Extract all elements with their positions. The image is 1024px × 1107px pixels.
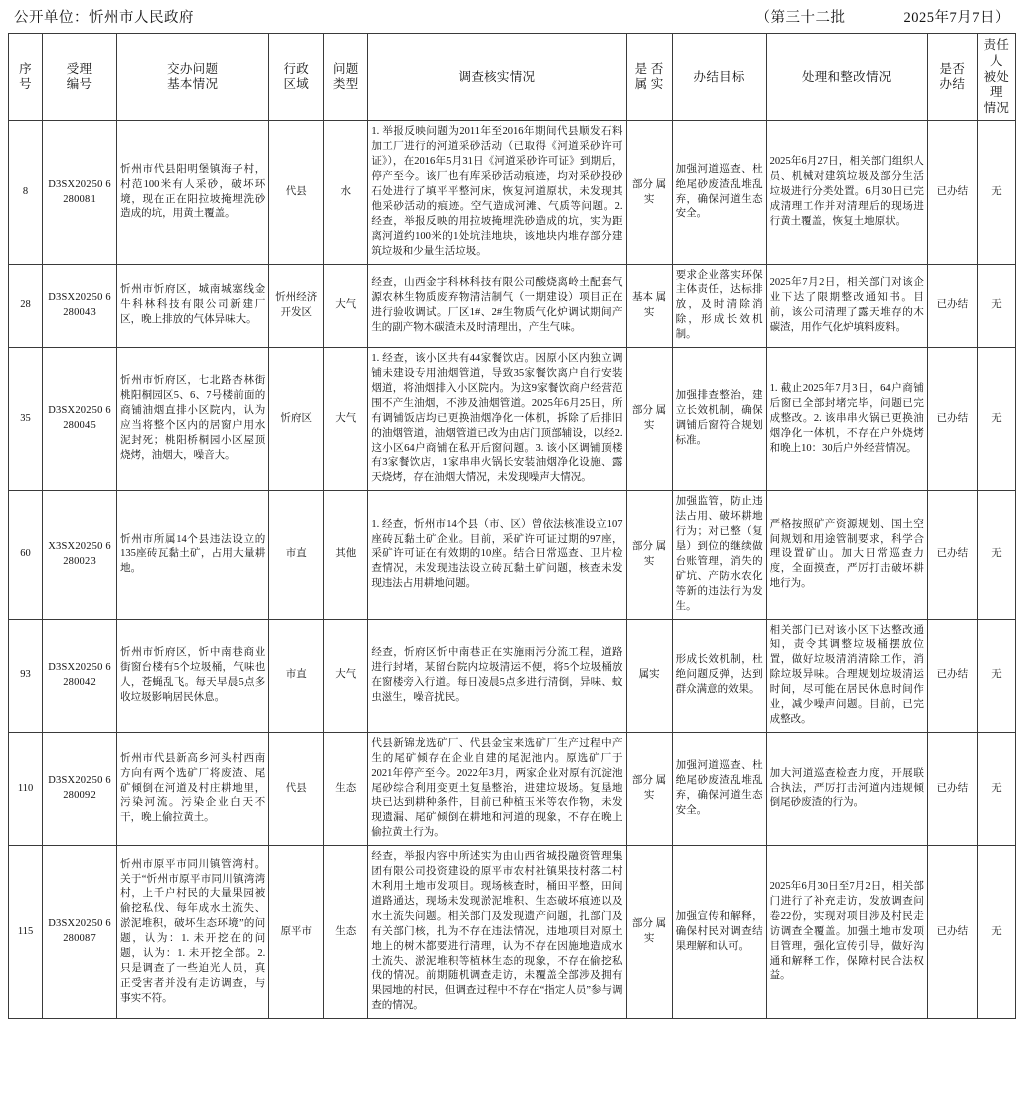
col-goal: 办结目标	[672, 34, 766, 121]
cell-investigation: 1. 经查，该小区共有44家餐饮店。因原小区内独立调铺未建设专用油烟管道，导致35家餐饮离户自行安装烟道，将油烟排入小区院内。为这9家餐饮商户经营范围不产生油烟，不涉及油烟管道。2025年6月25日，所有调铺饭店均已更换油烟净化一体机，拆除了后排旧的油烟管道，油烟管道已改为由店门顶部辅设，以经2. 这小区64户商铺在私开后窗问题。3. 该小区调铺顶楼有3家餐饮店，1家串串火锅长安装油烟净化设施、露天烧烤，存在油烟大情况，未发现噪声大情况。	[368, 348, 626, 491]
cell-is-done: 已办结	[927, 619, 977, 732]
cell-investigation: 经查，忻府区忻中南巷正在实施雨污分流工程，道路进行封堵，某留台院内垃圾清运不便，将5个垃圾桶放在窗楼旁入行道。每日凌晨5点多进行清倒，异味、蚊虫滋生，噪音扰民。	[368, 619, 626, 732]
cell-responsible: 无	[977, 619, 1015, 732]
cell-case-id: D3SX20250 6280087	[43, 846, 117, 1019]
cell-region: 市直	[269, 619, 324, 732]
header-meta	[756, 8, 1011, 28]
table-row	[9, 491, 1016, 619]
cell-goal: 加强河道巡查、杜绝尾砂废渣乱堆乱弃，确保河道生态安全。	[672, 121, 766, 264]
col-case-id: 受理 编号	[43, 34, 117, 121]
cell-problem-type: 大气	[324, 264, 368, 348]
cell-is-done: 已办结	[927, 846, 977, 1019]
cell-problem-type: 其他	[324, 491, 368, 619]
cell-investigation: 经查，山西金宇科林科技有限公司酸烧离岭土配套气源农林生物质废弃物清洁制气（一期建设）项目正在进行验收调试。厂区1#、2#生物质气化炉调试期间产生的副产物木碳渣未及时清理出，产生气味。	[368, 264, 626, 348]
cell-is-true: 属实	[626, 619, 672, 732]
cell-is-done: 已办结	[927, 121, 977, 264]
cell-is-done: 已办结	[927, 732, 977, 845]
cell-basic-info: 忻州市忻府区，忻中南巷商业街窗台楼有5个垃圾桶，气味也人，苍蝇乱飞。每天早晨5点多收垃圾影响居民休息。	[117, 619, 269, 732]
col-handling: 处理和整改情况	[766, 34, 927, 121]
cell-handling: 加大河道巡查检查力度，开展联合执法，严厉打击河道内违规倾倒尾砂废渣的行为。	[766, 732, 927, 845]
cell-case-id: D3SX20250 6280042	[43, 619, 117, 732]
table-row	[9, 348, 1016, 491]
cell-basic-info: 忻州市忻府区，七北路杏林街桃阳桐园区5、6、7号楼前面的商铺油烟直排小区院内，认为应当将整个区内的居窗户用水泥封死；桃阳桥桐园小区屋顶烧烤，油烟大，噪音大。	[117, 348, 269, 491]
cell-seq: 110	[9, 732, 43, 845]
cell-seq: 8	[9, 121, 43, 264]
document-header	[8, 6, 1016, 33]
cell-region: 代县	[269, 121, 324, 264]
publish-date: 2025年7月7日）	[903, 10, 1010, 26]
cell-case-id: D3SX20250 6280081	[43, 121, 117, 264]
cell-case-id: D3SX20250 6280045	[43, 348, 117, 491]
cell-problem-type: 大气	[324, 619, 368, 732]
col-is-true: 是 否 属 实	[626, 34, 672, 121]
batch-label: （第三十二批	[755, 10, 846, 26]
cell-basic-info: 忻州市所属14个县违法设立的135座砖瓦黏土矿，占用大量耕地。	[117, 491, 269, 619]
cell-responsible: 无	[977, 264, 1015, 348]
table-row	[9, 121, 1016, 264]
table-row	[9, 619, 1016, 732]
cell-goal: 要求企业落实环保主体责任，达标排放，及时清除消除，形成长效机制。	[672, 264, 766, 348]
cell-handling: 2025年6月30日至7月2日，相关部门进行了补充走访，发放调查问卷22份，实现对项目涉及村民走访调查全覆盖。加强土地市发项目管理，强化宣传引导，做好沟通和解释工作，保障村民合法权益。	[766, 846, 927, 1019]
cell-region: 忻州经济 开发区	[269, 264, 324, 348]
col-region: 行政 区域	[269, 34, 324, 121]
table-header-row	[9, 34, 1016, 121]
cell-handling: 2025年6月27日，相关部门组织人员、机械对建筑垃圾及部分生活垃圾进行分类处置。6月30日已完成清理工作并对清理后的现场进行黄土覆盖，恢复土地原状。	[766, 121, 927, 264]
col-investigation: 调查核实情况	[368, 34, 626, 121]
cell-handling: 严格按照矿产资源规划、国土空间规划和用途管制要求，科学合理设置矿山。加大日常巡查力度，全面摸查，严厉打击破坏耕地行为。	[766, 491, 927, 619]
cell-investigation: 1. 举报反映问题为2011年至2016年期间代县顺发石料加工厂进行的河道采砂活动（已取得《河道采砂许可证》），在2016年5月31日《河道采砂许可证》到期后，停产至今。该厂也有库采砂活动痕迹，均对采砂投砂石处进行了填平平整河床，恢复河道原状，未发现其他采砂活动的痕迹。空气造成河滩、气质等问题。2. 经查，举报反映的用拉坡掩埋洗砂造成的坑，实为距离河道约100米的1处坑洼地块，该地块内堆存部分建筑垃圾和少量生活垃圾。	[368, 121, 626, 264]
cell-problem-type: 生态	[324, 732, 368, 845]
cell-goal: 加强排查整治，建立长效机制，确保调铺后窗符合规划标准。	[672, 348, 766, 491]
cell-case-id: X3SX20250 6280023	[43, 491, 117, 619]
cell-is-true: 部分 属实	[626, 732, 672, 845]
cell-problem-type: 水	[324, 121, 368, 264]
cell-responsible: 无	[977, 491, 1015, 619]
cell-responsible: 无	[977, 348, 1015, 491]
complaints-table	[8, 33, 1016, 1019]
cell-seq: 28	[9, 264, 43, 348]
cell-seq: 93	[9, 619, 43, 732]
cell-goal: 形成长效机制，杜绝问题反弹，达到群众满意的效果。	[672, 619, 766, 732]
cell-region: 忻府区	[269, 348, 324, 491]
col-is-done: 是否 办结	[927, 34, 977, 121]
cell-is-done: 已办结	[927, 264, 977, 348]
cell-region: 市直	[269, 491, 324, 619]
cell-seq: 60	[9, 491, 43, 619]
cell-is-done: 已办结	[927, 491, 977, 619]
cell-basic-info: 忻州市代县阳明堡镇海子村，村范100米有人采砂，破坏环境，现在正在阳拉坡掩埋洗砂造成的坑，用黄土覆盖。	[117, 121, 269, 264]
col-basic-info: 交办问题 基本情况	[117, 34, 269, 121]
cell-is-true: 部分 属实	[626, 846, 672, 1019]
cell-case-id: D3SX20250 6280092	[43, 732, 117, 845]
cell-region: 原平市	[269, 846, 324, 1019]
cell-responsible: 无	[977, 732, 1015, 845]
cell-problem-type: 生态	[324, 846, 368, 1019]
publishing-unit: 公开单位：忻州市人民政府	[14, 10, 194, 26]
cell-goal: 加强河道巡查、杜绝尾砂废渣乱堆乱弃，确保河道生态安全。	[672, 732, 766, 845]
cell-basic-info: 忻州市代县新高乡河头村西南方向有两个选矿厂将废渣、尾矿倾倒在河道及村庄耕地里，污染河流。污染企业白天不干，晚上偷拉黄土。	[117, 732, 269, 845]
cell-investigation: 代县新锦龙选矿厂、代县金宝来选矿厂生产过程中产生的尾矿倾存在企业自建的尾泥池内。原选矿厂于2021年停产至今。2022年3月，两家企业对原有沉淀池尾砂综合利用变更土复垦整治，进建垃圾场。复垦地块已达到耕种条件，目前已种植玉米等农作物，未发现遗漏、尾矿倾倒在耕地和河道的现象，不存在晚上偷拉黄土行为。	[368, 732, 626, 845]
cell-handling: 1. 截止2025年7月3日，64户商铺后窗已全部封堵完毕，问题已完成整改。2. 该串串火锅已更换油烟净化一体机，不存在户外烧烤和晚上10：30后户外经营情况。	[766, 348, 927, 491]
cell-responsible: 无	[977, 846, 1015, 1019]
cell-goal: 加强监管，防止违法占用、破坏耕地行为；对已整（复垦）到位的继续做台账管理，消失的矿坑、产防水农化等新的违法行为发生。	[672, 491, 766, 619]
cell-is-done: 已办结	[927, 348, 977, 491]
table-row	[9, 732, 1016, 845]
cell-region: 代县	[269, 732, 324, 845]
cell-seq: 115	[9, 846, 43, 1019]
col-responsible: 责任人 被处理 情况	[977, 34, 1015, 121]
cell-case-id: D3SX20250 6280043	[43, 264, 117, 348]
cell-is-true: 部分 属实	[626, 121, 672, 264]
cell-basic-info: 忻州市忻府区，城南城塞线金牛科林科技有限公司新建厂区，晚上排放的气体异味大。	[117, 264, 269, 348]
col-problem-type: 问题 类型	[324, 34, 368, 121]
cell-is-true: 部分 属实	[626, 491, 672, 619]
col-seq: 序 号	[9, 34, 43, 121]
table-row	[9, 264, 1016, 348]
cell-is-true: 部分 属实	[626, 348, 672, 491]
table-row	[9, 846, 1016, 1019]
cell-handling: 2025年7月2日，相关部门对该企业下达了限期整改通知书。目前，该公司清理了露天堆存的木碳渣，用作气化炉填料废料。	[766, 264, 927, 348]
cell-goal: 加强宣传和解释，确保村民对调查结果理解和认可。	[672, 846, 766, 1019]
cell-seq: 35	[9, 348, 43, 491]
cell-responsible: 无	[977, 121, 1015, 264]
cell-investigation: 1. 经查，忻州市14个县（市、区）曾依法核准设立107座砖瓦黏土矿企业。目前，采矿许可证过期的97座，采矿许可证在有效期的10座。结合日常巡查、卫片检查情况，未发现违法设立砖瓦黏土矿问题，核查未发现违法占用耕地问题。	[368, 491, 626, 619]
cell-problem-type: 大气	[324, 348, 368, 491]
cell-investigation: 经查，举报内容中所述实为由山西省城投融资管理集团有限公司投资建设的原平市农村社镇果技村落二村木利用土地市发项目。现场核查时，桶田平整，田间道路通达，现场未发现淤泥堆积、生态破坏痕迹以及水土流失问题。相关部门及发现遗产问题，扎部门及有关部门核，扎为不存在违法情况，违地项目对原土地上的树木都要进行清理，认为不存在因施地造成水土流失、淤泥堆积等植林生态的现象，不存在偷挖私伐的情况。前期随机调查走访，未覆盖全部涉及拥有果园地的村民，但调查过程中不存在“指定人员”参与调查的情况。	[368, 846, 626, 1019]
cell-handling: 相关部门已对该小区下达整改通知，责令其调整垃圾桶摆放位置，做好垃圾清消清除工作，消除垃圾异味。合理规划垃圾清运时间，尽可能在居民休息时间作业，减少噪声问题。目前，已完成整改。	[766, 619, 927, 732]
cell-is-true: 基本 属实	[626, 264, 672, 348]
cell-basic-info: 忻州市原平市同川镇管湾村。关于“忻州市原平市同川镇湾湾村，上千户村民的大量果园被偷挖私伐、每年成水土流失、淤泥堆积，破坏生态环境”的问题，认为：1. 未开挖在的问题，认为：1. 未开挖全部。2. 只是调查了一些迫光人员，真正受害者并没有走访调查，与事实不符。	[117, 846, 269, 1019]
